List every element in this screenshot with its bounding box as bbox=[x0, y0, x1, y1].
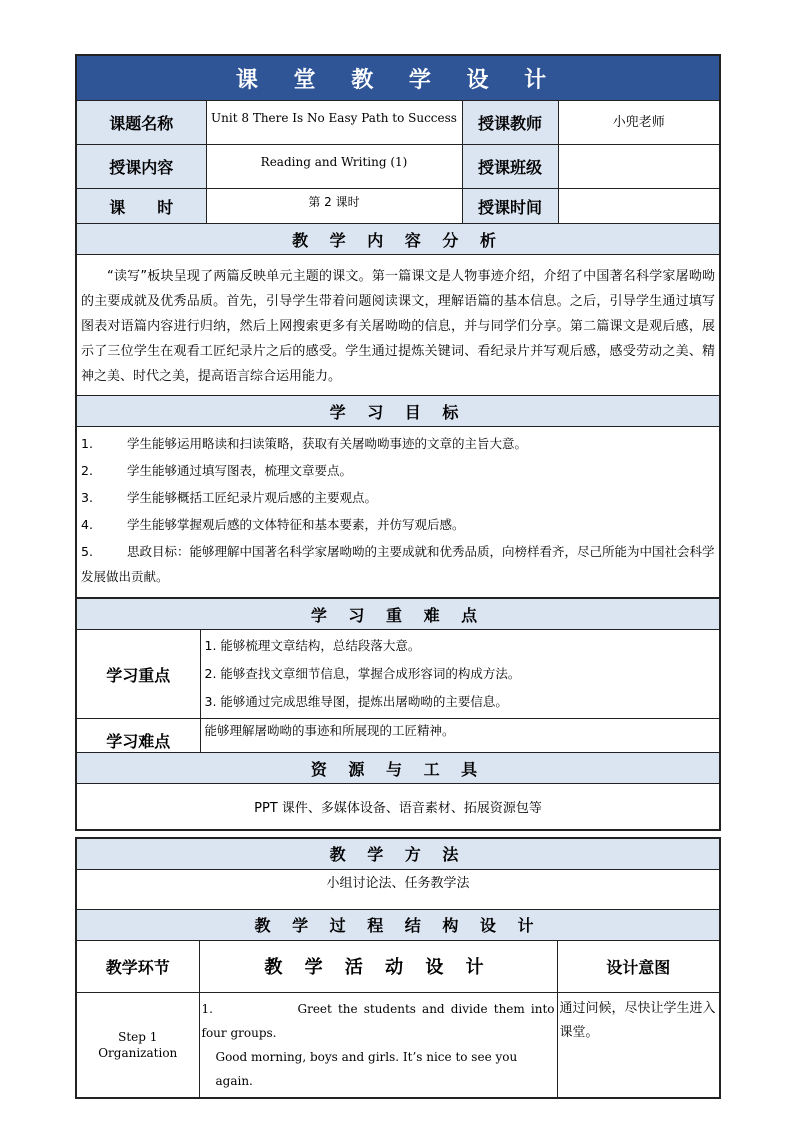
key-points-list bbox=[200, 630, 720, 719]
purpose-column-header: 设计意图 bbox=[557, 940, 720, 992]
process-heading: 教 学 过 程 结 构 设 计 bbox=[76, 909, 720, 940]
resources-heading: 资 源 与 工 具 bbox=[76, 753, 720, 784]
analysis-heading: 教 学 内 容 分 析 bbox=[76, 224, 720, 255]
content-value: Reading and Writing (1) bbox=[206, 145, 462, 189]
objective-item: 4. 学生能够掌握观后感的文体特征和基本要素，并仿写观后感。 bbox=[81, 517, 465, 532]
step-stage: Step 1 Organization bbox=[76, 992, 199, 1098]
methods-heading: 教 学 方 法 bbox=[76, 838, 720, 870]
lesson-plan-page bbox=[75, 54, 719, 1099]
class-value bbox=[558, 145, 720, 189]
difficulty-text: 能够理解屠呦呦的事迹和所展现的工匠精神。 bbox=[200, 719, 720, 753]
key-point-item: 3. 能够通过完成思维导图，提炼出屠呦呦的主要信息。 bbox=[204, 694, 508, 709]
time-label: 授课时间 bbox=[462, 189, 558, 224]
topic-label: 课题名称 bbox=[76, 101, 206, 145]
teacher-label: 授课教师 bbox=[462, 101, 558, 145]
lesson-plan-table bbox=[75, 54, 721, 599]
process-table bbox=[75, 837, 721, 1099]
key-point-item: 2. 能够查找文章细节信息，掌握合成形容词的构成方法。 bbox=[204, 666, 521, 681]
teacher-value: 小兜老师 bbox=[558, 101, 720, 145]
class-label: 授课班级 bbox=[462, 145, 558, 189]
stage-column-header: 教学环节 bbox=[76, 940, 199, 992]
topic-value: Unit 8 There Is No Easy Path to Success bbox=[206, 101, 462, 145]
period-label: 课 时 bbox=[76, 189, 206, 224]
step-activity: 1. Greet the students and divide them into four groups. Good morning, boys and girls. It’s nice to see you again. bbox=[199, 992, 557, 1098]
key-point-item: 1. 能够梳理文章结构，总结段落大意。 bbox=[204, 638, 421, 653]
objective-item: 3. 学生能够概括工匠纪录片观后感的主要观点。 bbox=[81, 490, 378, 505]
key-points-label: 学习重点 bbox=[76, 630, 200, 719]
analysis-text: “读写”板块呈现了两篇反映单元主题的课文。第一篇课文是人物事迹介绍，介绍了中国著名科学家屠呦呦的主要成就及优秀品质。首先，引导学生带着问题阅读课文，理解语篇的基本信息。之后，引导学生通过填写图表对语篇内容进行归纳，然后上网搜索更多有关屠呦呦的信息，并与同学们分享。第二篇课文是观后感，展示了三位学生在观看工匠纪录片之后的感受。学生通过提炼关键词、看纪录片并写观后感，感受劳动之美、精神之美、时代之美，提高语言综合运用能力。 bbox=[76, 255, 720, 396]
period-value: 第 2 课时 bbox=[206, 189, 462, 224]
methods-text: 小组讨论法、任务教学法 bbox=[76, 869, 720, 909]
step-purpose: 通过问候，尽快让学生进入课堂。 bbox=[557, 992, 720, 1098]
objectives-list bbox=[76, 427, 720, 599]
objectives-heading: 学 习 目 标 bbox=[76, 396, 720, 427]
difficulty-label: 学习难点 bbox=[76, 719, 200, 753]
resources-text: PPT 课件、多媒体设备、语音素材、拓展资源包等 bbox=[76, 784, 720, 830]
time-value bbox=[558, 189, 720, 224]
objective-item: 5. 思政目标：能够理解中国著名科学家屠呦呦的主要成就和优秀品质，向榜样看齐，尽己所能为中国社会科学发展做出贡献。 bbox=[81, 544, 715, 584]
keypoints-table bbox=[75, 597, 721, 831]
content-label: 授课内容 bbox=[76, 145, 206, 189]
table-row bbox=[76, 992, 720, 1098]
activity-column-header: 教 学 活 动 设 计 bbox=[199, 940, 557, 992]
objective-item: 1. 学生能够运用略读和扫读策略，获取有关屠呦呦事迹的文章的主旨大意。 bbox=[81, 436, 528, 451]
objective-item: 2. 学生能够通过填写图表，梳理文章要点。 bbox=[81, 463, 353, 478]
document-title: 课 堂 教 学 设 计 bbox=[76, 55, 720, 101]
keypoints-heading: 学 习 重 难 点 bbox=[76, 598, 720, 630]
